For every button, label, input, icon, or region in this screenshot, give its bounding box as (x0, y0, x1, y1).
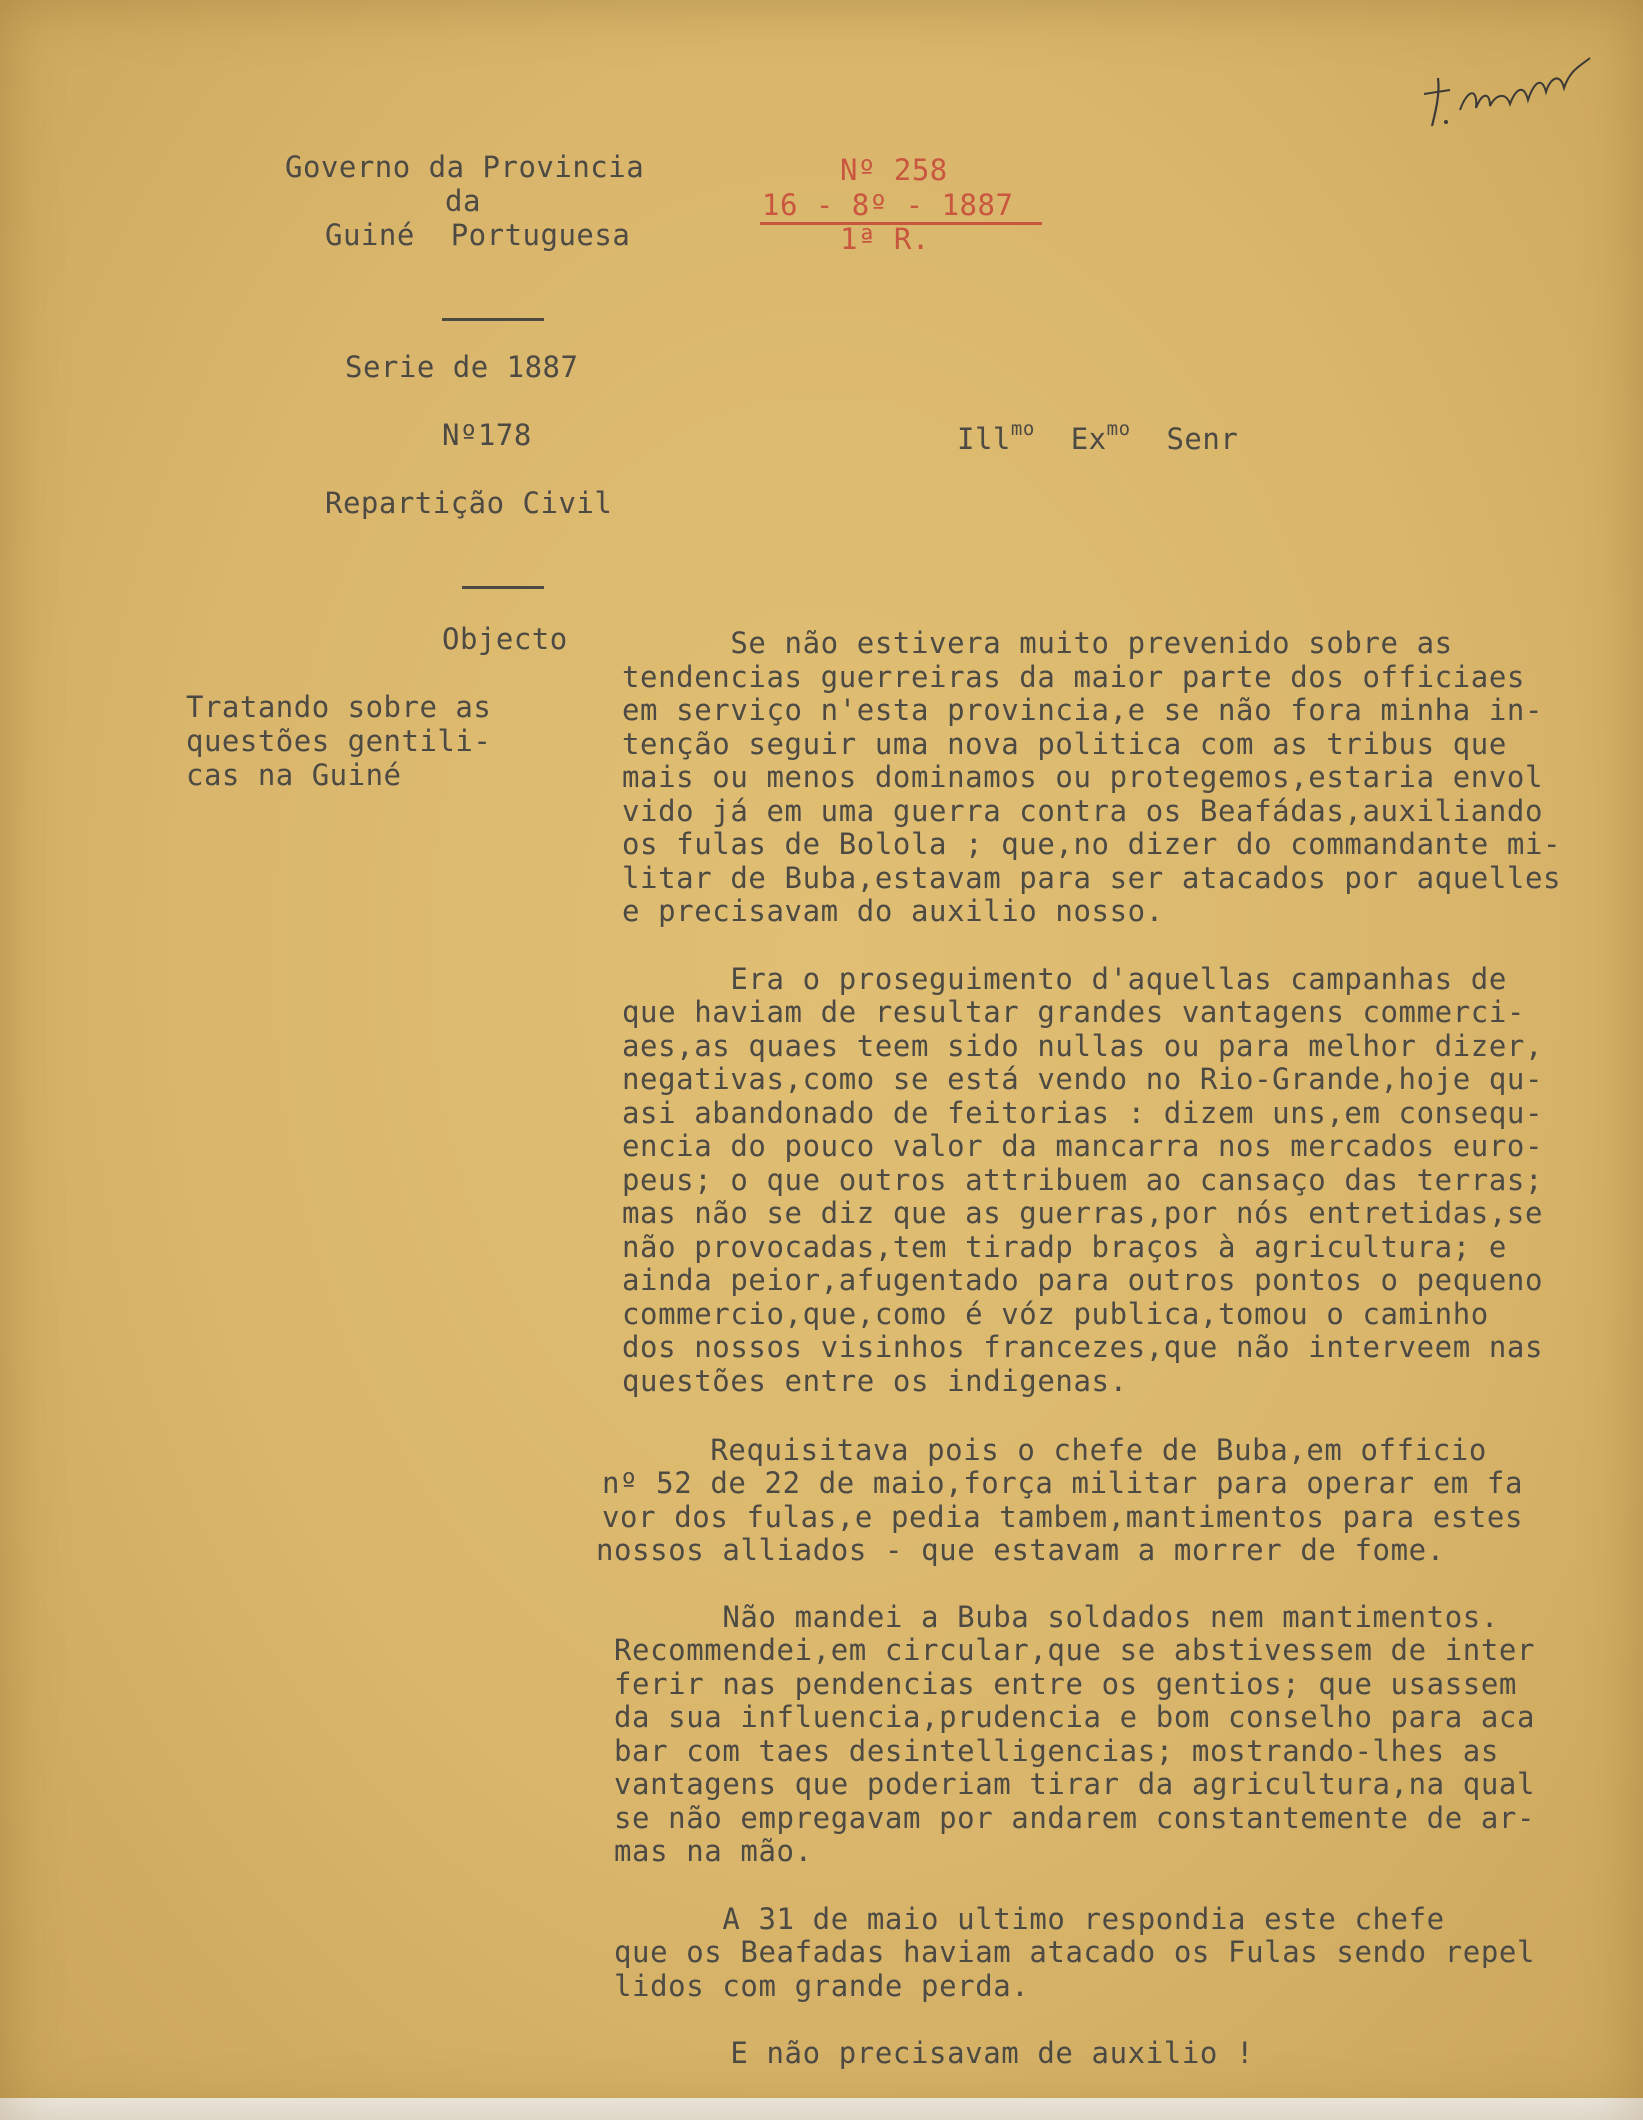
body-line: mas não se diz que as guerras,por nós entretidas,se (622, 1196, 1544, 1230)
subject-line-2: questões gentili- (186, 724, 492, 758)
body-line: asi abandonado de feitorias : dizem uns,em consequ- (622, 1096, 1544, 1130)
body-line: aes,as quaes teem sido nullas ou para melhor dizer, (622, 1029, 1544, 1063)
subject-line-3: cas na Guiné (186, 758, 402, 792)
stamp-section: 1ª R. (840, 222, 930, 256)
body-line: tenção seguir uma nova politica com as tribus que (622, 727, 1507, 761)
salutation-c: Senr (1166, 422, 1239, 456)
body-line: vantagens que poderiam tirar da agricultura,na qual (614, 1767, 1536, 1801)
body-line: Requisitava pois o chefe de Buba,em officio (602, 1433, 1487, 1467)
body-line: Se não estivera muito prevenido sobre as (622, 626, 1453, 660)
body-line: da sua influencia,prudencia e bom conselho para aca (614, 1700, 1536, 1734)
salutation (957, 418, 1239, 456)
body-line: A 31 de maio ultimo respondia este chefe (614, 1902, 1445, 1936)
scan-edge (0, 2098, 1643, 2120)
handwritten-signature (1420, 48, 1610, 138)
body-line: vido já em uma guerra contra os Beafádas,auxiliando (622, 794, 1544, 828)
serie-label: Serie de 1887 (345, 350, 579, 384)
body-line: em serviço n'esta provincia,e se não fora minha in- (622, 693, 1544, 727)
subject-line-1: Tratando sobre as (186, 690, 492, 724)
body-line: se não empregavam por andarem constantemente de ar- (614, 1801, 1536, 1835)
header-line-1: Governo da Provincia (285, 150, 645, 184)
salutation-a: Ill (957, 422, 1011, 456)
header-line-3: Guiné Portuguesa (325, 218, 631, 252)
body-line: peus; o que outros attribuem ao cansaço das terras; (622, 1163, 1544, 1197)
body-line: lidos com grande perda. (614, 1969, 1030, 2003)
stamp-number: Nº 258 (840, 153, 948, 187)
salutation-b-sup: mo (1106, 418, 1131, 440)
body-line: ferir nas pendencias entre os gentios; que usassem (614, 1667, 1517, 1701)
body-line: questões entre os indigenas. (622, 1364, 1128, 1398)
body-line: que os Beafadas haviam atacado os Fulas sendo repel (614, 1935, 1536, 1969)
body-line: litar de Buba,estavam para ser atacados por aquelles (622, 861, 1562, 895)
salutation-b: Ex (1070, 422, 1107, 456)
body-line: mas na mão. (614, 1834, 813, 1868)
header-line-2: da (445, 184, 481, 218)
body-line: dos nossos visinhos francezes,que não interveem nas (622, 1330, 1544, 1364)
department-label: Repartição Civil (325, 486, 613, 520)
salutation-a-sup: mo (1010, 418, 1035, 440)
body-line: ainda peior,afugentado para outros pontos o pequeno (622, 1263, 1544, 1297)
body-line: E não precisavam de auxilio ! (622, 2036, 1255, 2070)
body-line: nossos alliados - que estavam a morrer de fome. (596, 1533, 1445, 1567)
body-line: Não mandei a Buba soldados nem mantimentos. (614, 1600, 1499, 1634)
body-line: encia do pouco valor da mancarra nos mercados euro- (622, 1129, 1544, 1163)
body-line: negativas,como se está vendo no Rio-Grande,hoje qu- (622, 1062, 1544, 1096)
body-line: vor dos fulas,e pedia tambem,mantimentos para estes (602, 1500, 1524, 1534)
body-line: nº 52 de 22 de maio,força militar para operar em fa (602, 1466, 1524, 1500)
body-line: commercio,que,como é vóz publica,tomou o caminho (622, 1297, 1489, 1331)
department-rule (462, 586, 544, 589)
objecto-label: Objecto (442, 622, 568, 656)
body-line: e precisavam do auxilio nosso. (622, 894, 1164, 928)
body-line: Era o proseguimento d'aquellas campanhas de (622, 962, 1507, 996)
document-number: Nº178 (442, 418, 532, 452)
body-line: tendencias guerreiras da maior parte dos officiaes (622, 660, 1525, 694)
header-rule (442, 318, 544, 321)
body-line: não provocadas,tem tiradp braços à agricultura; e (622, 1230, 1507, 1264)
body-line: mais ou menos dominamos ou protegemos,estaria envol (622, 760, 1544, 794)
body-line: Recommendei,em circular,que se abstivessem de inter (614, 1633, 1536, 1667)
body-line: os fulas de Bolola ; que,no dizer do commandante mi- (622, 827, 1562, 861)
body-line: que haviam de resultar grandes vantagens commerci- (622, 995, 1525, 1029)
stamp-date: 16 - 8º - 1887 (762, 188, 1014, 222)
body-line: bar com taes desintelligencias; mostrando-lhes as (614, 1734, 1499, 1768)
